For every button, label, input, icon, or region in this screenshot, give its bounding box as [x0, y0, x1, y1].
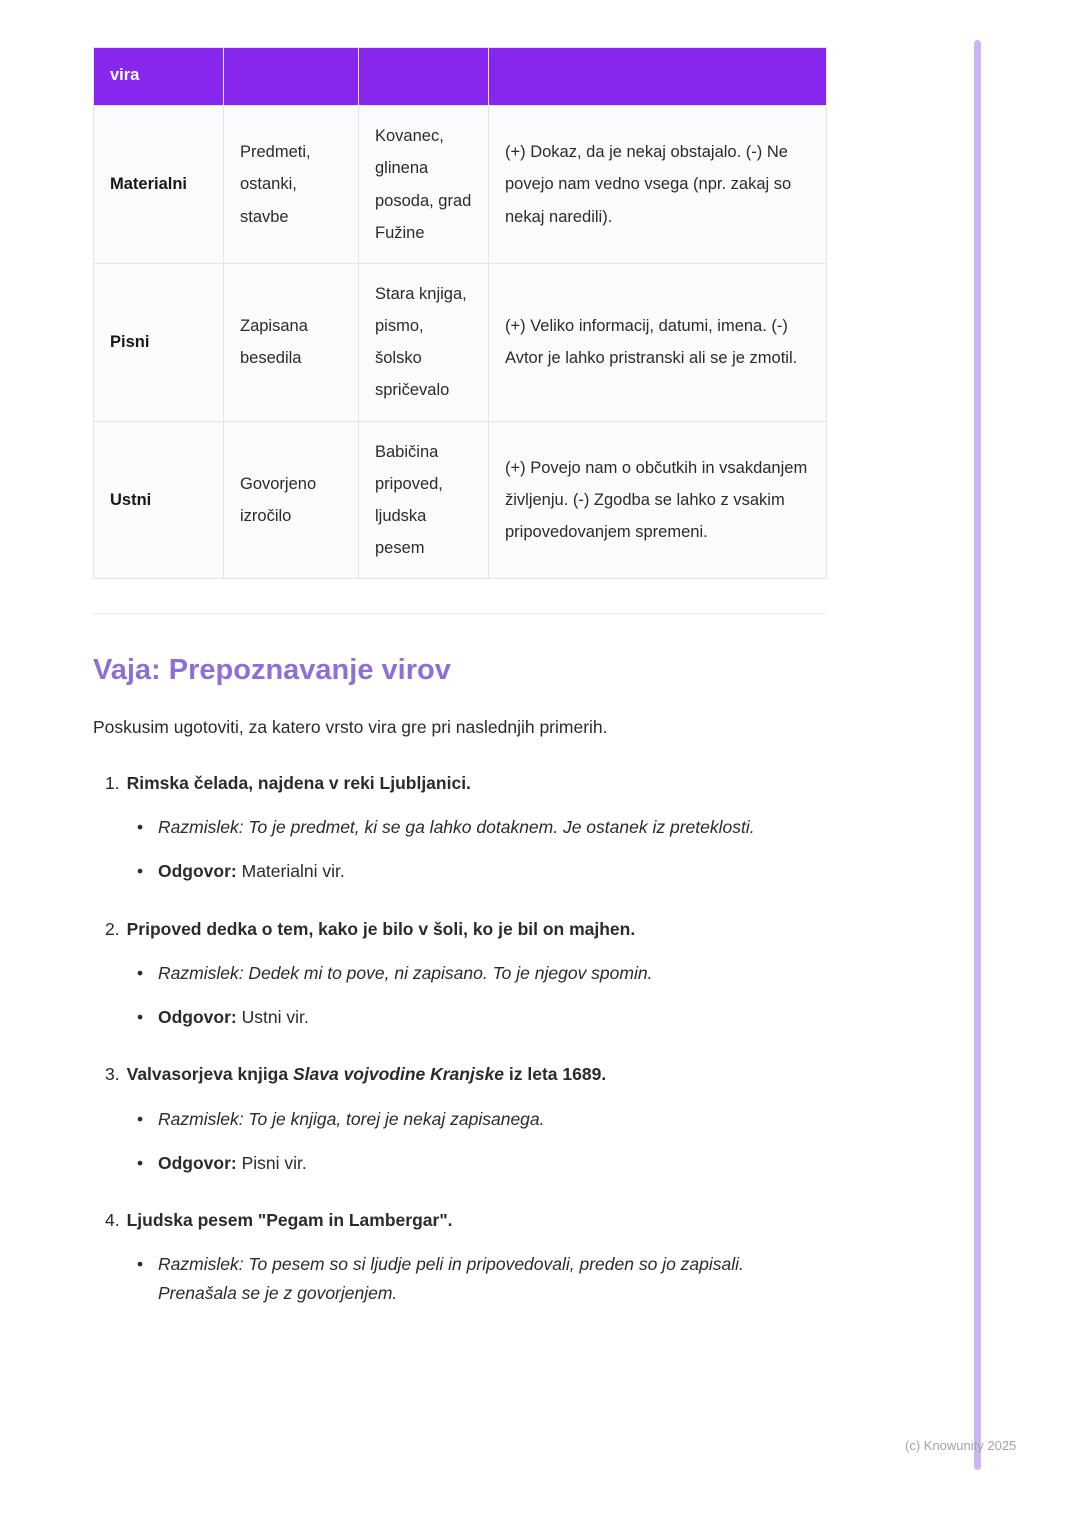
cell-examples: Kovanec, glinena posoda, grad Fužine: [359, 106, 489, 264]
item-title: [93, 1061, 826, 1088]
bullet-icon: •: [137, 861, 144, 882]
bullet-razmislek: [93, 1250, 826, 1307]
item-number: 4.: [105, 1210, 120, 1231]
bullet-icon: •: [137, 1108, 144, 1129]
page-edge-decoration: [974, 40, 981, 1470]
bullet-icon: •: [137, 1152, 144, 1173]
title-book-name: Slava vojvodine Kranjske: [292, 1064, 505, 1085]
item-title-text: Rimska čelada, najdena v reki Ljubljanici.: [126, 772, 471, 793]
odgovor-value: Ustni vir.: [236, 1007, 309, 1028]
bullet-razmislek: [93, 959, 826, 987]
bullet-icon: •: [137, 1007, 144, 1028]
title-part: iz leta 1689.: [504, 1064, 607, 1085]
odgovor-label: Odgovor:: [158, 1152, 237, 1173]
bullet-razmislek: [93, 1105, 826, 1133]
content-column: [93, 47, 826, 1307]
razmislek-text: Razmislek: To je predmet, ki se ga lahko dotaknem. Je ostanek iz preteklosti.: [158, 816, 755, 837]
item-number: 1.: [105, 772, 120, 793]
razmislek-text: Razmislek: To je knjiga, torej je nekaj zapisanega.: [158, 1108, 545, 1129]
table-row-materialni: [94, 106, 827, 264]
section-divider: [93, 613, 826, 614]
cell-definition: Zapisana besedila: [224, 263, 359, 421]
cell-source-type: Materialni: [94, 106, 224, 264]
razmislek-text: Razmislek: To pesem so si ljudje peli in pripovedovali, preden so jo zapisali. Prenašala se je z govorjenjem.: [158, 1254, 744, 1303]
table-header-row: [94, 48, 827, 106]
item-title-text: [127, 1064, 607, 1084]
odgovor-value: Materialni vir.: [236, 861, 345, 882]
odgovor-text: [158, 857, 345, 885]
cell-definition: Govorjeno izročilo: [224, 421, 359, 579]
odgovor-label: Odgovor:: [158, 861, 237, 882]
table-header-cell: [489, 48, 827, 106]
odgovor-text: [158, 1149, 307, 1177]
cell-evaluation: (+) Povejo nam o občutkih in vsakdanjem življenju. (-) Zgodba se lahko z vsakim pripovedovanjem spremeni.: [489, 421, 827, 579]
exercise-intro: Poskusim ugotoviti, za katero vrsto vira gre pri naslednjih primerih.: [93, 716, 608, 737]
item-title: [93, 770, 826, 797]
item-title-text: Pripoved dedka o tem, kako je bilo v šoli, ko je bil on majhen.: [126, 918, 636, 939]
bullet-icon: •: [137, 1254, 144, 1275]
sources-table: [93, 47, 827, 579]
bullet-odgovor: [93, 1003, 826, 1031]
item-title: [93, 1207, 826, 1234]
list-item-3: [93, 1061, 826, 1177]
table-row-pisni: [94, 263, 827, 421]
exercise-list: [93, 770, 826, 1307]
list-item-1: [93, 770, 826, 886]
list-item-4: [93, 1207, 826, 1307]
item-number: 2.: [105, 918, 120, 939]
bullet-razmislek: [93, 813, 826, 841]
bullet-icon: •: [137, 962, 144, 983]
item-title: [93, 916, 826, 943]
cell-definition: Predmeti, ostanki, stavbe: [224, 106, 359, 264]
watermark: (c) Knowunity 2025: [905, 1438, 1017, 1453]
cell-examples: Stara knjiga, pismo, šolsko spričevalo: [359, 263, 489, 421]
list-item-2: [93, 916, 826, 1032]
title-part: Valvasorjeva knjiga: [126, 1064, 293, 1085]
cell-source-type: Ustni: [94, 421, 224, 579]
odgovor-value: Pisni vir.: [236, 1152, 307, 1173]
table-header-cell-vira: vira: [94, 48, 224, 106]
razmislek-text: Razmislek: Dedek mi to pove, ni zapisano. To je njegov spomin.: [158, 962, 653, 983]
table-row-ustni: [94, 421, 827, 579]
cell-examples: Babičina pripoved, ljudska pesem: [359, 421, 489, 579]
odgovor-text: [158, 1003, 309, 1031]
table-header-cell: [224, 48, 359, 106]
bullet-icon: •: [137, 816, 144, 837]
bullet-odgovor: [93, 1149, 826, 1177]
table-header-cell: [359, 48, 489, 106]
cell-evaluation: (+) Dokaz, da je nekaj obstajalo. (-) Ne povejo nam vedno vsega (npr. zakaj so nekaj naredili).: [489, 106, 827, 264]
item-number: 3.: [105, 1064, 120, 1085]
cell-evaluation: (+) Veliko informacij, datumi, imena. (-) Avtor je lahko pristranski ali se je zmotil.: [489, 263, 827, 421]
exercise-heading: Vaja: Prepoznavanje virov: [93, 654, 451, 687]
odgovor-label: Odgovor:: [158, 1007, 237, 1028]
item-title-text: Ljudska pesem "Pegam in Lambergar".: [126, 1210, 453, 1231]
bullet-odgovor: [93, 857, 826, 885]
cell-source-type: Pisni: [94, 263, 224, 421]
